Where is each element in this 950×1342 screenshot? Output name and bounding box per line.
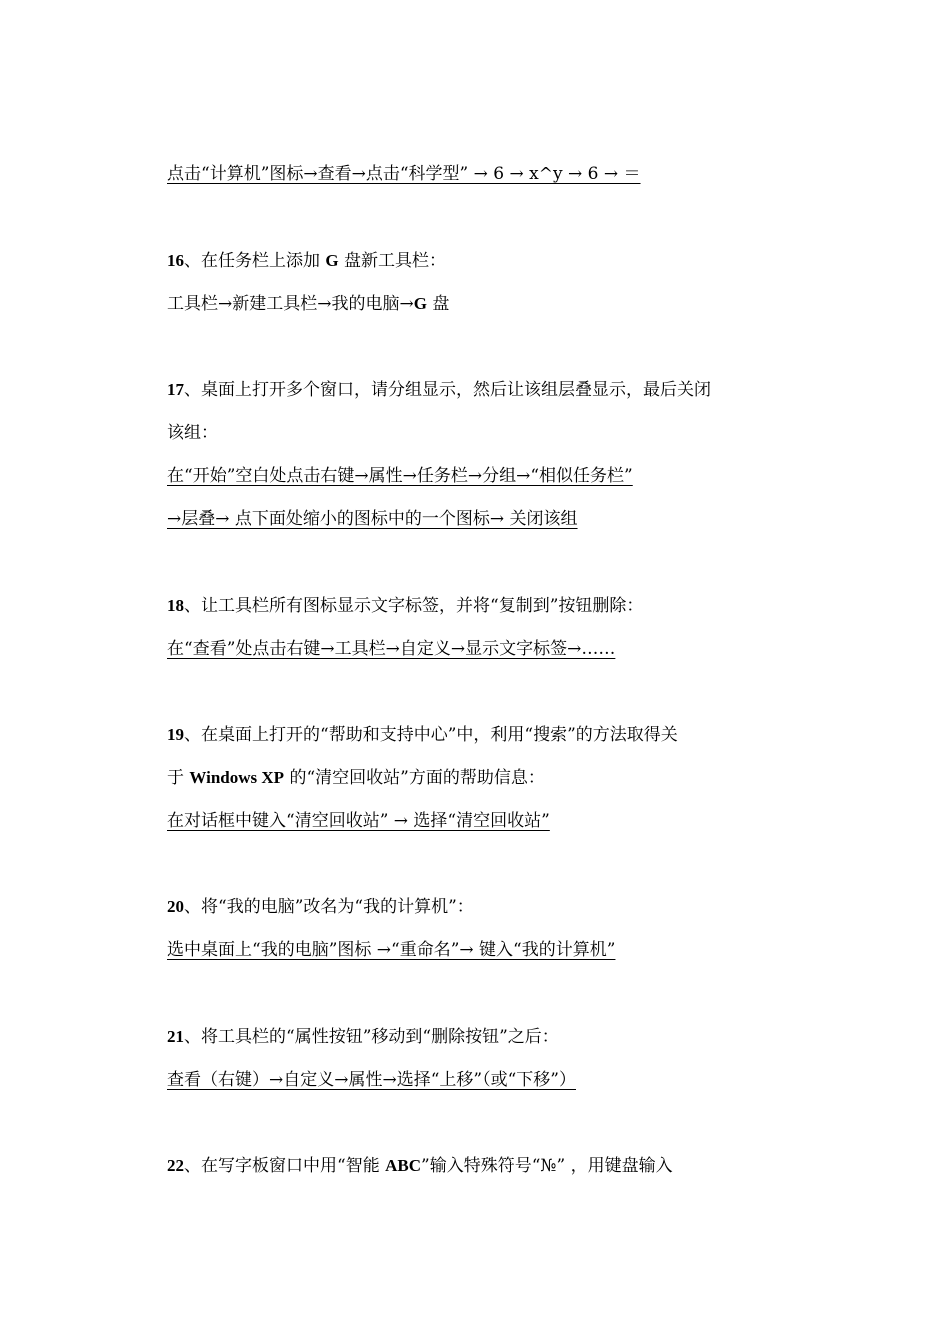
q20-answer: 选中桌面上“我的电脑”图标 →“重命名”→ 键入“我的计算机” [167,940,616,960]
q18-number: 18 [167,596,184,615]
q16-question-pre: 、在任务栏上添加 [184,251,326,271]
q19-line2-pre: 于 [167,768,190,788]
q19-question-line2 [167,766,545,790]
q20-question-text: 、将“我的电脑”改名为“我的计算机”： [184,897,474,917]
q17-answer-line1: 在“开始”空白处点击右键→属性→任务栏→分组→“相似任务栏” [167,466,633,486]
q19-number: 19 [167,725,184,744]
q16-question [167,249,446,273]
q20-number: 20 [167,897,184,916]
q21-question-text: 、将工具栏的“属性按钮”移动到“删除按钮”之后： [184,1027,559,1047]
q19-line2-post: 的“清空回收站”方面的帮助信息： [284,768,545,788]
q18-question-text: 、让工具栏所有图标显示文字标签，并将“复制到”按钮删除： [184,596,644,616]
q19-line2-bold: Windows XP [189,768,285,787]
q16-answer-post: 盘 [426,294,450,314]
q19-answer: 在对话框中键入“清空回收站” → 选择“清空回收站” [167,811,550,831]
q21-number: 21 [167,1027,184,1046]
q21-answer: 查看（右键）→自定义→属性→选择“上移”（或“下移”） [167,1070,576,1090]
q17-question-line1 [167,378,711,402]
q18-answer: 在“查看”处点击右键→工具栏→自定义→显示文字标签→…… [167,639,616,659]
q22-question-pre: 、在写字板窗口中用“智能 [184,1156,386,1176]
q15-answer: 点击“计算机”图标→查看→点击“科学型” → 6 → x^y → 6 → ＝ [167,164,641,184]
q17-question-line2: 该组： [167,423,218,443]
q22-question [167,1154,673,1178]
q18-question [167,594,643,618]
q19-question-text: 、在桌面上打开的“帮助和支持中心”中，利用“搜索”的方法取得关 [184,725,678,745]
q17-question-text: 、桌面上打开多个窗口，请分组显示，然后让该组层叠显示，最后关闭 [184,380,711,400]
q17-answer-line2: →层叠→ 点下面处缩小的图标中的一个图标→ 关闭该组 [167,509,578,529]
q16-question-post: 盘新工具栏： [338,251,447,271]
q22-question-post: ”输入特殊符号“№” ，用键盘输入 [421,1156,673,1176]
q16-answer-pre: 工具栏→新建工具栏→我的电脑→ [167,294,414,314]
q16-answer [167,292,449,316]
q16-answer-bold: G [413,294,427,313]
q16-question-bold: G [325,251,339,270]
q21-question [167,1025,559,1049]
q22-question-bold: ABC [385,1156,422,1175]
q17-number: 17 [167,380,184,399]
q20-question [167,895,474,919]
q16-number: 16 [167,251,184,270]
q19-question-line1 [167,723,678,747]
q22-number: 22 [167,1156,184,1175]
